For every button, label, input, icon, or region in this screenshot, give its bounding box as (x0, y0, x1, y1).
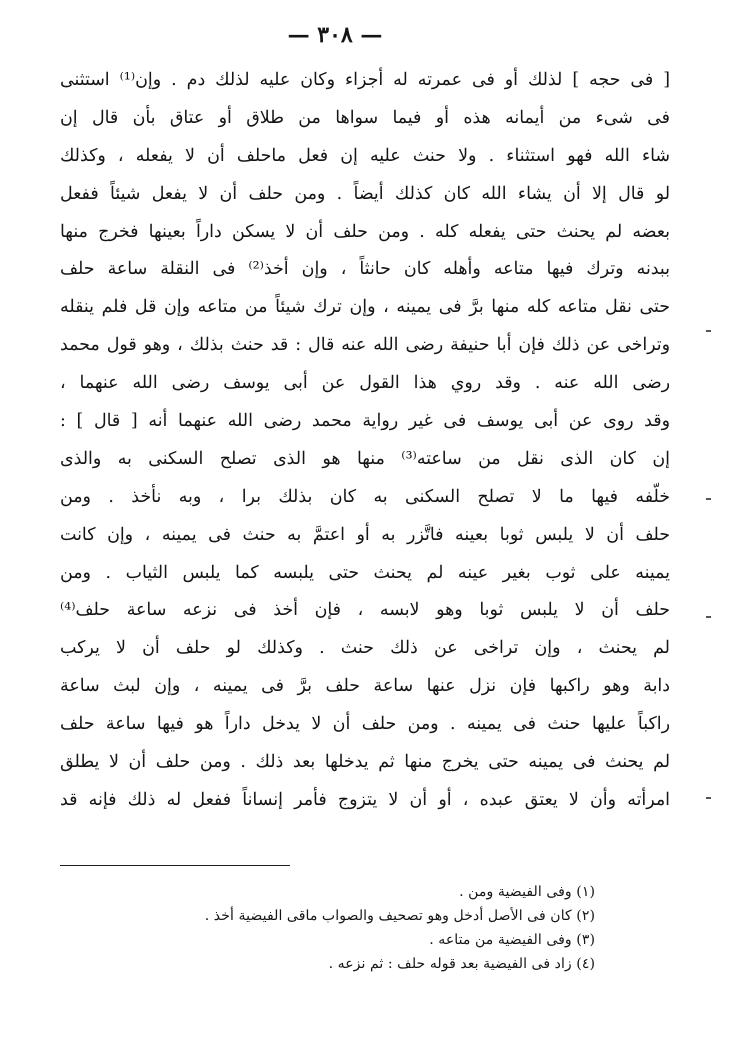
footnote: (٢) كان فى الأصل أدخل وهو تصحيف والصواب ماقى الفيضية أخذ . (204, 908, 595, 924)
text-line: خلّفه فيها ما لا تصلح السكنى به كان بذلك برا ، وبه نأخذ . ومن (60, 486, 670, 507)
margin-mark (706, 330, 711, 332)
body-text (60, 62, 670, 820)
margin-mark (706, 616, 711, 618)
text-line: إن كان الذى نقل من ساعته⁽³⁾ منها هو الذى تصلح السكنى به والذى (60, 448, 670, 469)
text-line: وقد روى عن أبى يوسف فى غير رواية محمد رضى الله عنهما أنه [ قال ] : (60, 411, 670, 432)
text-line: امرأته وأن لا يعتق عبده ، أو أن لا يتزوج فأمر إنساناً ففعل له ذلك فإنه قد (60, 789, 670, 810)
text-line: راكباً عليها حنث فى يمينه . ومن حلف أن لا يدخل داراً هو فيها ساعة حلف (60, 714, 670, 735)
footnote: (١) وفى الفيضية ومن . (459, 884, 595, 900)
text-line: فى شىء من أيمانه هذه أو فيما سواها من طلاق أو عتاق بأن قال إن (60, 107, 670, 128)
text-line: حلف أن لا يلبس ثوبا وهو لابسه ، فإن أخذ فى نزعه ساعة حلف⁽⁴⁾ (60, 600, 670, 621)
page-number: — ٣٠٨ — (287, 22, 383, 48)
text-line: حلف أن لا يلبس ثوبا بعينه فاتَّزر به أو اعتمَّ به حنث فى يمينه ، وإن كانت (60, 524, 670, 545)
text-line: دابة وهو راكبها فإن نزل عنها ساعة حلف برَّ فى يمينه ، وإن لبث ساعة (60, 676, 670, 697)
text-line: لم يحنث فى يمينه حتى يخرج منها ثم يدخلها بعد ذلك . ومن حلف أن لا يطلق (60, 752, 670, 773)
text-line: ببدنه وترك فيها متاعه وأهله كان حانثاً ، وإن أخذ⁽²⁾ فى النقلة ساعة حلف (60, 259, 670, 280)
footnote: (٣) وفى الفيضية من متاعه . (429, 932, 595, 948)
margin-mark (706, 498, 711, 500)
text-line: بعضه لم يحنث حتى يفعله كله . ومن حلف أن لا يسكن داراً بعينها فخرج منها (60, 221, 670, 242)
text-line: حتى نقل متاعه كله منها برَّ فى يمينه ، وإن ترك شيئاً من متاعه وإن قل فلم ينقله (60, 297, 670, 318)
footnote: (٤) زاد فى الفيضية بعد قوله حلف : ثم نزعه . (328, 956, 595, 972)
margin-mark (706, 797, 711, 799)
text-line: وتراخى عن ذلك فإن أبا حنيفة رضى الله عنه قال : قد حنث بذلك ، وهو قول محمد (60, 335, 670, 356)
footnotes (60, 880, 595, 976)
text-line: لم يحنث ، وإن تراخى عن ذلك حنث . وكذلك لو حلف أن لا يركب (60, 638, 670, 659)
text-line: شاء الله فهو استثناء . ولا حنث عليه إن فعل ماحلف أن لا يفعله ، وكذلك (60, 145, 670, 166)
text-line: رضى الله عنه . وقد روي هذا القول عن أبى يوسف رضى الله عنهما ، (60, 373, 670, 394)
text-line: يمينه على ثوب بغير عينه لم يحنث حتى يلبسه كما يلبس الثياب . ومن (60, 562, 670, 583)
text-line: لو قال إلا أن يشاء الله كان كذلك أيضاً . ومن حلف أن لا يفعل شيئاً ففعل (60, 183, 670, 204)
footnote-divider (60, 865, 290, 866)
text-line: [ فى حجه ] لذلك أو فى عمرته له أجزاء وكان عليه لذلك دم . وإن⁽¹⁾ استثنى (60, 70, 670, 90)
